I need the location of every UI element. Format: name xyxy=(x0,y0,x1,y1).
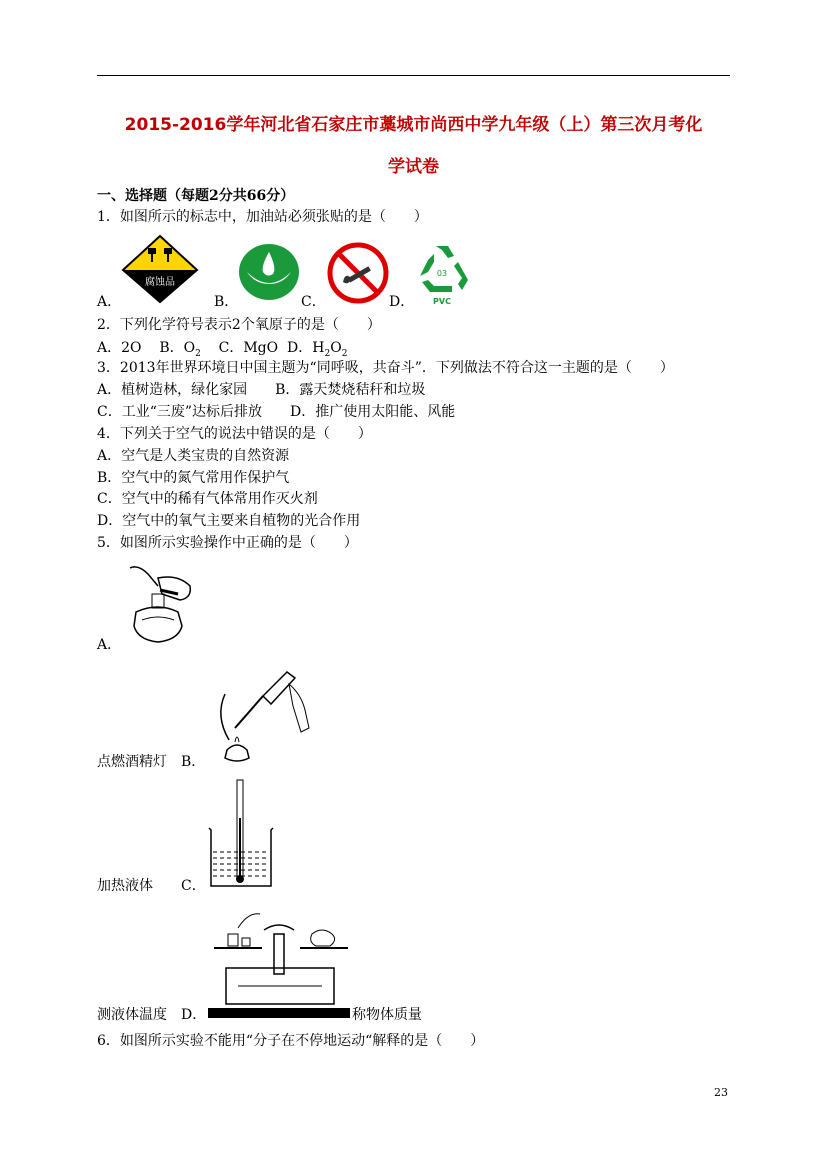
no-smoking-sign-icon xyxy=(325,242,391,304)
q4-option-c: C．空气中的稀有气体常用作灭火剂 xyxy=(97,491,318,507)
balance-scale-icon xyxy=(208,904,350,1022)
q1-option-b: B． xyxy=(214,294,239,310)
q4-option-a: A．空气是人类宝贵的自然资源 xyxy=(97,448,290,464)
q5-caption-d: 称物体质量 xyxy=(352,1007,422,1023)
q1-option-a: A． xyxy=(97,294,122,310)
q1-option-c: C． xyxy=(301,294,326,310)
q1-option-d: D． xyxy=(389,294,415,310)
q4-option-d: D．空气中的氧气主要来自植物的光合作用 xyxy=(97,513,361,529)
sign-a-label: 腐蚀品 xyxy=(145,277,175,288)
q2-option-d: D．$H_2O_2$ xyxy=(287,340,348,359)
q5-caption-a-option-b: 点燃酒精灯 B． xyxy=(97,754,206,770)
water-saving-sign-icon xyxy=(237,242,301,302)
q4-option-b: B．空气中的氮气常用作保护气 xyxy=(97,470,290,486)
q2-option-c: C．MgO xyxy=(218,340,279,356)
sign-d-label: PVC xyxy=(433,297,451,306)
q5-stem: 5．如图所示实验操作中正确的是（ ） xyxy=(97,535,358,551)
q6-stem: 6．如图所示实验不能用“分子在不停地运动“解释的是（ ） xyxy=(97,1033,485,1049)
q5-caption-b-option-c: 加热液体 C． xyxy=(97,878,206,894)
corrosive-sign-icon xyxy=(121,234,199,304)
q4-stem: 4．下列关于空气的说法中错误的是（ ） xyxy=(97,426,372,442)
page-title-line2: 学试卷 xyxy=(388,157,439,177)
q5-option-a: A． xyxy=(97,637,122,653)
q5-caption-c-option-d: 测液体温度 D． xyxy=(97,1007,207,1023)
q3-options-ab: A．植树造林，绿化家园 B．露天焚烧秸秆和垃圾 xyxy=(97,382,426,398)
page-title-line1: 2015-2016学年河北省石家庄市藁城市尚西中学九年级（上）第三次月考化 xyxy=(124,115,703,135)
heating-liquid-icon xyxy=(205,666,317,766)
sign-d-code: 03 xyxy=(436,269,448,278)
section-heading: 一、选择题（每题2分共66分） xyxy=(97,188,295,204)
page-number: 23 xyxy=(714,1086,728,1099)
recycling-sign-icon xyxy=(412,240,472,306)
alcohol-lamp-lighting-icon xyxy=(118,564,198,646)
q2-option-b: B．$O_2$ xyxy=(159,340,201,359)
q2-option-a: A．2O xyxy=(97,340,142,356)
thermometer-beaker-icon xyxy=(205,778,275,890)
q3-options-cd: C．工业“三废”达标后排放 D．推广使用太阳能、风能 xyxy=(97,404,456,420)
q3-stem: 3．2013年世界环境日中国主题为“同呼吸，共奋斗”．下列做法不符合这一主题的是（ ） xyxy=(97,360,674,376)
q2-stem: 2．下列化学符号表示2个氧原子的是（ ） xyxy=(97,317,381,333)
q1-stem: 1．如图所示的标志中，加油站必须张贴的是（ ） xyxy=(97,209,428,225)
header-rule xyxy=(97,75,730,76)
